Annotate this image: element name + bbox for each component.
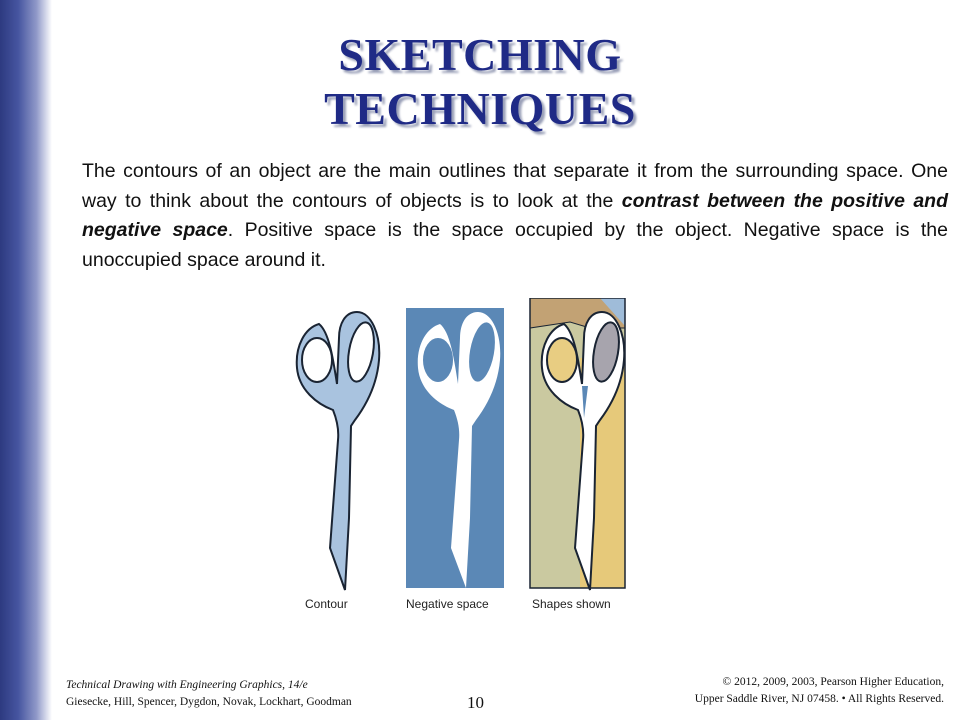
negative-space-panel xyxy=(406,308,504,588)
left-gradient-band xyxy=(0,0,52,720)
body-paragraph xyxy=(82,157,948,275)
caption-contour: Contour xyxy=(305,597,348,611)
copyright-line: © 2012, 2009, 2003, Pearson Higher Education, xyxy=(722,676,944,688)
body-emphasis: contrast between the positive and negative space xyxy=(82,189,949,241)
footer-book-title: Technical Drawing with Engineering Graphics, 14/e xyxy=(66,679,308,691)
slide-title xyxy=(280,28,680,136)
body-text-part-1: The contours of an object are the main outlines that separate it from the surrounding space. One way to think about the contours of objects is to look at the xyxy=(82,160,948,212)
title-line-1: SKETCHING xyxy=(338,29,622,80)
footer-copyright xyxy=(695,674,944,708)
body-text-part-2: . Positive space is the space occupied by the object. Negative space is the unoccupied space around it. xyxy=(82,219,948,271)
address-line: Upper Saddle River, NJ 07458. • All Rights Reserved. xyxy=(694,693,944,705)
footer-citation xyxy=(66,677,352,711)
title-line-2: TECHNIQUES xyxy=(324,83,636,134)
footer-authors: Giesecke, Hill, Spencer, Dygdon, Novak, Lockhart, Goodman xyxy=(66,696,352,708)
scissors-figure xyxy=(285,298,635,618)
scissors-illustration xyxy=(285,298,635,618)
shapes-shown-panel xyxy=(530,298,625,590)
page-number: 10 xyxy=(467,693,484,712)
contour-scissors xyxy=(297,312,380,590)
caption-negative-space: Negative space xyxy=(406,597,489,611)
caption-shapes-shown: Shapes shown xyxy=(532,597,611,611)
